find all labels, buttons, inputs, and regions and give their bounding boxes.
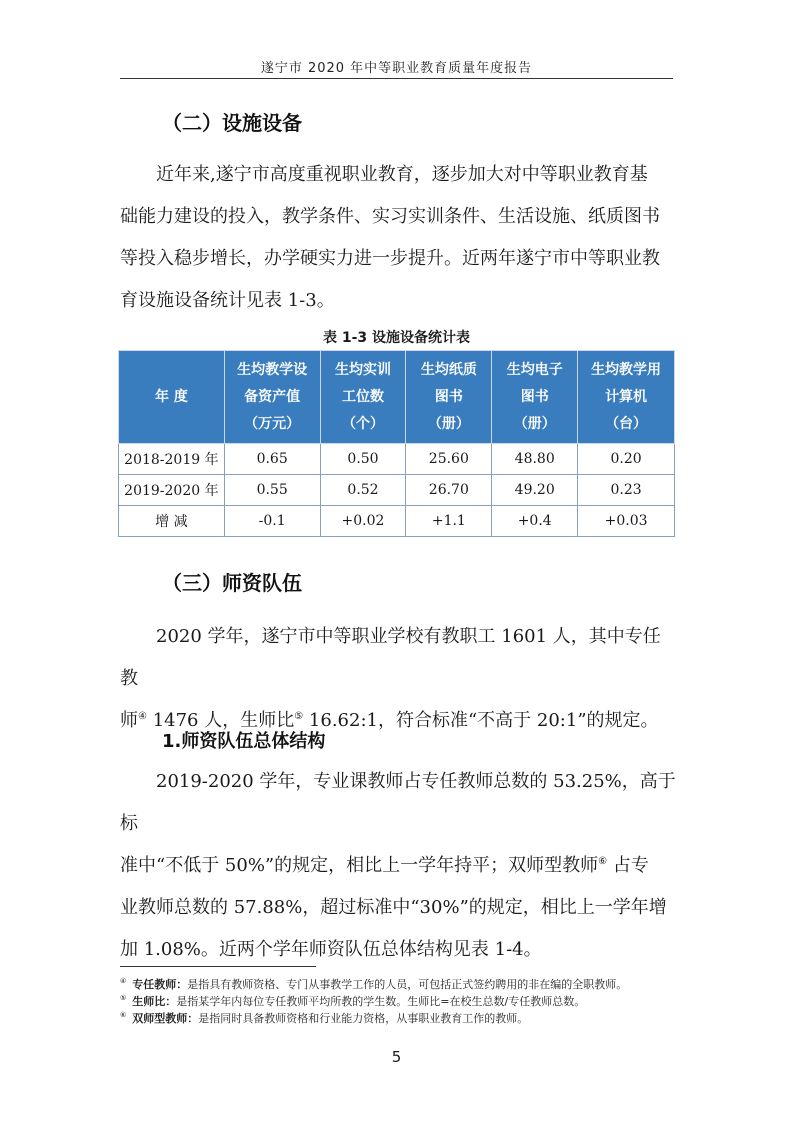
table-cell: 0.23 <box>578 475 675 506</box>
table-cell: 2018-2019 年 <box>119 444 225 475</box>
table-caption: 表 1-3 设施设备统计表 <box>322 330 471 346</box>
footnote-ref[interactable]: ⑥ <box>598 856 608 867</box>
text-run: 师 <box>120 710 138 731</box>
text-run: 占专 <box>607 855 649 876</box>
structure-paragraph <box>120 761 676 971</box>
section-heading-teachers: （三）师资队伍 <box>162 571 302 595</box>
header-equipment-value <box>224 351 320 444</box>
table-row <box>119 506 675 537</box>
footnote <box>120 993 585 1009</box>
facilities-paragraph <box>120 154 676 322</box>
table-header-row <box>119 351 675 444</box>
table-cell: 2019-2020 年 <box>119 475 225 506</box>
header-line: 生均教学用 <box>591 361 662 378</box>
header-line: （台） <box>605 415 648 432</box>
paragraph-line: 加 1.08%。近两个学年师资队伍总体结构见表 1-4。 <box>120 939 542 960</box>
header-line: 工位数 <box>341 388 384 405</box>
footnote-mark: ④ <box>120 977 127 986</box>
header-line: 图书 <box>520 388 549 405</box>
table-cell: 26.70 <box>406 475 492 506</box>
header-paper-books <box>406 351 492 444</box>
header-year <box>119 351 225 444</box>
table-cell: -0.1 <box>224 506 320 537</box>
footnote-rule <box>120 966 316 967</box>
header-ebooks <box>492 351 578 444</box>
paragraph-line: 础能力建设的投入，教学条件、实习实训条件、生活设施、纸质图书 <box>120 206 660 227</box>
header-rule <box>120 78 673 79</box>
table-cell: +0.4 <box>492 506 578 537</box>
table-cell: +0.02 <box>320 506 406 537</box>
footnote-ref[interactable]: ⑤ <box>294 711 304 722</box>
header-line: 图书 <box>434 388 463 405</box>
text-run: 1476 人，生师比 <box>146 710 295 731</box>
paragraph-line: 业教师总数的 57.88%，超过标准中“30%”的规定，相比上一学年增 <box>120 897 667 918</box>
paragraph-line: 等投入稳步增长，办学硬实力进一步提升。近两年遂宁市中等职业教 <box>120 248 660 269</box>
table-cell: 0.55 <box>224 475 320 506</box>
table-cell: 0.52 <box>320 475 406 506</box>
table-cell: 49.20 <box>492 475 578 506</box>
footnote-ref[interactable]: ④ <box>138 711 147 722</box>
footnote-mark: ⑤ <box>120 994 127 1003</box>
header-computers <box>578 351 675 444</box>
footnote-text: 是指同时具备教师资格和行业能力资格，从事职业教育工作的教师。 <box>198 1012 529 1025</box>
header-line: （册） <box>513 415 556 432</box>
header-line: （册） <box>427 415 470 432</box>
table-cell: 增 减 <box>119 506 225 537</box>
table-cell: 25.60 <box>406 444 492 475</box>
paragraph-line: 近年来,遂宁市高度重视职业教育，逐步加大对中等职业教育基 <box>156 164 648 185</box>
text-run: 准中“不低于 50%”的规定，相比上一学年持平；双师型教师 <box>120 855 599 876</box>
table-cell: 0.50 <box>320 444 406 475</box>
header-line: （万元） <box>244 415 301 432</box>
table-cell: 0.20 <box>578 444 675 475</box>
table-row <box>119 444 675 475</box>
header-line: 年 度 <box>154 388 188 405</box>
header-line: 生均纸质 <box>420 361 477 378</box>
paragraph-line: 2019-2020 学年，专业课教师占专任教师总数的 53.25%，高于标 <box>120 771 676 834</box>
footnote-text: 是指具有教师资格、专门从事教学工作的人员，可包括正式签约聘用的非在编的全职教师。 <box>187 978 628 991</box>
footnote-text: 是指某学年内每位专任教师平均所教的学生数。生师比=在校生总数/专任教师总数。 <box>176 995 586 1008</box>
header-line: 生均实训 <box>334 361 391 378</box>
table-cell: +1.1 <box>406 506 492 537</box>
table-cell: +0.03 <box>578 506 675 537</box>
header-line: 生均教学设 <box>237 361 308 378</box>
paragraph-line: 2020 学年，遂宁市中等职业学校有教职工 1601 人，其中专任教 <box>120 626 661 689</box>
footnote <box>120 976 627 992</box>
paragraph-line <box>120 845 676 887</box>
running-header: 遂宁市 2020 年中等职业教育质量年度报告 <box>260 61 533 76</box>
header-line: 备资产值 <box>244 388 301 405</box>
table-cell: 48.80 <box>492 444 578 475</box>
table-cell: 0.65 <box>224 444 320 475</box>
teachers-paragraph <box>120 616 676 742</box>
paragraph-line: 育设施设备统计见表 1-3。 <box>120 290 335 311</box>
footnote <box>120 1010 528 1026</box>
section-heading-facilities: （二）设施设备 <box>162 111 302 135</box>
subsection-heading-structure: 1.师资队伍总体结构 <box>162 731 326 752</box>
footnote-term: 双师型教师： <box>132 1012 199 1025</box>
header-line: 计算机 <box>605 388 648 405</box>
footnote-mark: ⑥ <box>120 1011 127 1020</box>
header-line: （个） <box>341 415 384 432</box>
text-run: 16.62:1，符合标准“不高于 20:1”的规定。 <box>303 710 659 731</box>
footnote-term: 生师比： <box>132 995 177 1008</box>
page-number: 5 <box>391 1048 402 1066</box>
header-line: 生均电子 <box>506 361 563 378</box>
table-row <box>119 475 675 506</box>
facilities-table <box>118 350 675 537</box>
footnote-term: 专任教师： <box>132 978 188 991</box>
header-training-stations <box>320 351 406 444</box>
